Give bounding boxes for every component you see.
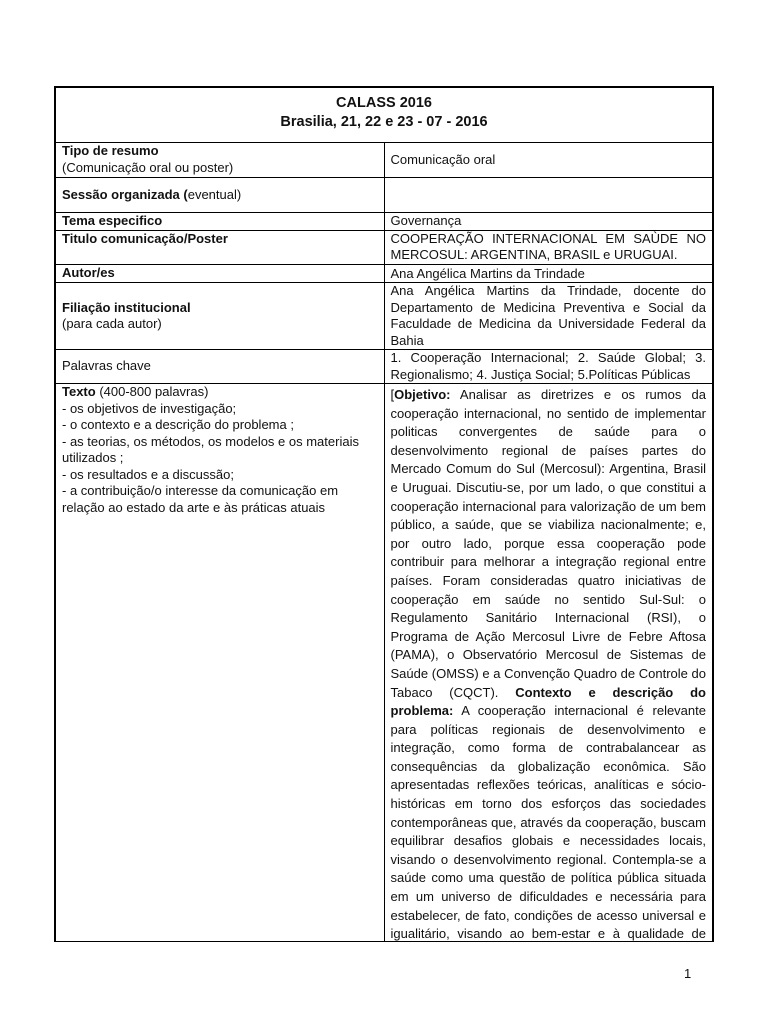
sessao-label: [56, 178, 385, 213]
sessao-value: [384, 178, 713, 213]
palavras-label: Palavras chave: [56, 350, 385, 384]
row-palavras: [56, 350, 713, 384]
tipo-resumo-sublabel: (Comunicação oral ou poster): [62, 159, 234, 175]
filiacao-label-cell: [56, 283, 385, 350]
texto-item: - as teorias, os métodos, os modelos e os materiais utilizados ;: [62, 433, 359, 465]
paragraph-contexto: A cooperação internacional é relevante para políticas regionais de desenvolvimento e integração, como forma de contrabalancear as consequências da globalização econômica. São apresentadas reflexões teóricas, analíticas e sócio-históricas em torno dos esforços das sociedades contemporâneas que, através da cooperação, buscam equilibrar desafios globais e necessidades locais, visando o desenvolvimento regional. Contempla-se a saúde como uma questão de política pública situada em um universo de dificuldades e necessária para estabelecer, de fato, condições de acesso universal e igualitário, visando ao bem-estar e à qualidade de: [390, 703, 706, 942]
texto-item: - os objetivos de investigação;: [62, 400, 237, 416]
row-texto: [56, 384, 713, 943]
filiacao-label: Filiação institucional: [62, 299, 191, 315]
sessao-label-b: eventual: [187, 186, 237, 202]
row-sessao: [56, 178, 713, 213]
texto-body: [384, 384, 713, 943]
paragraph-objetivo: Analisar as diretrizes e os rumos da cooperação internacional, no sentido de implementar politicas convergentes de saúde para o desenvolvimento regional de países partes do Mercado Comum do Sul (Mercosul): Argentina, Brasil e Uruguai. Discutiu-se, por um lado, o que constitui a cooperação internacional para valorização de um bem público, a saúde, que se viabiliza nacionalmente; e, por outro lado, porque essa cooperação pode contribuir para melhorar a integração regional entre países. Foram consideradas quatro iniciativas de cooperação em saúde no sentido Sul-Sul: o Regulamento Sanitário Internacional (RSI), o Programa de Ação Mercosul Livre de Febre Aftosa (PAMA), o Observatório Mercosul de Sistemas de Saúde (OMSS) e a Convenção Quadro de Controle do Tabaco (CQCT).: [390, 387, 706, 700]
event-title: CALASS 2016: [336, 95, 432, 111]
texto-instructions: [56, 384, 385, 943]
event-location-date: Brasilia, 21, 22 e 23 - 07 - 2016: [280, 114, 488, 130]
filiacao-sublabel: (para cada autor): [62, 316, 162, 331]
texto-item: - os resultados e a discussão;: [62, 466, 234, 482]
titulo-label: Titulo comunicação/Poster: [56, 230, 385, 264]
texto-label-bold: Texto: [62, 384, 96, 399]
texto-label-rest: (400-800 palavras): [95, 384, 209, 399]
tema-label: Tema especifico: [56, 213, 385, 231]
heading-contexto: Contexto e descrição do problema:: [390, 684, 706, 719]
row-filiacao: [56, 283, 713, 350]
titulo-value: COOPERAÇÃO INTERNACIONAL EM SAÙDE NO MERCOSUL: ARGENTINA, BRASIL e URUGUAI.: [384, 230, 713, 264]
autor-value: Ana Angélica Martins da Trindade: [384, 264, 713, 283]
texto-label: [62, 384, 378, 401]
row-titulo: [56, 230, 713, 264]
label-cell: [56, 143, 385, 178]
row-tema: [56, 213, 713, 231]
open-bracket: [: [390, 387, 395, 402]
header-cell: [56, 88, 713, 143]
sessao-label-c: ): [236, 186, 242, 202]
row-tipo-resumo: [56, 143, 713, 178]
tipo-resumo-value: Comunicação oral: [384, 143, 713, 178]
abstract-form-table: [54, 86, 714, 942]
texto-item: - a contribuição/o interesse da comunicação em relação ao estado da arte e às práticas atuais: [62, 483, 339, 515]
row-autor: [56, 264, 713, 283]
sessao-label-a: Sessão organizada (: [62, 186, 188, 202]
palavras-value: 1. Cooperação Internacional; 2. Saúde Global; 3. Regionalismo; 4. Justiça Social; 5.Políticas Públicas: [384, 350, 713, 384]
autor-label: Autor/es: [56, 264, 385, 283]
tema-value: Governança: [384, 213, 713, 231]
texto-item: - o contexto e a descrição do problema ;: [62, 417, 294, 432]
filiacao-value: Ana Angélica Martins da Trindade, docente do Departamento de Medicina Preventiva e Social da Faculdade de Medicina da Universidade Federal da Bahia: [384, 283, 713, 350]
tipo-resumo-label: Tipo de resumo: [62, 143, 159, 158]
heading-objetivo: Objetivo:: [394, 387, 451, 402]
page-number: 1: [684, 966, 692, 981]
header-row: [56, 88, 713, 143]
